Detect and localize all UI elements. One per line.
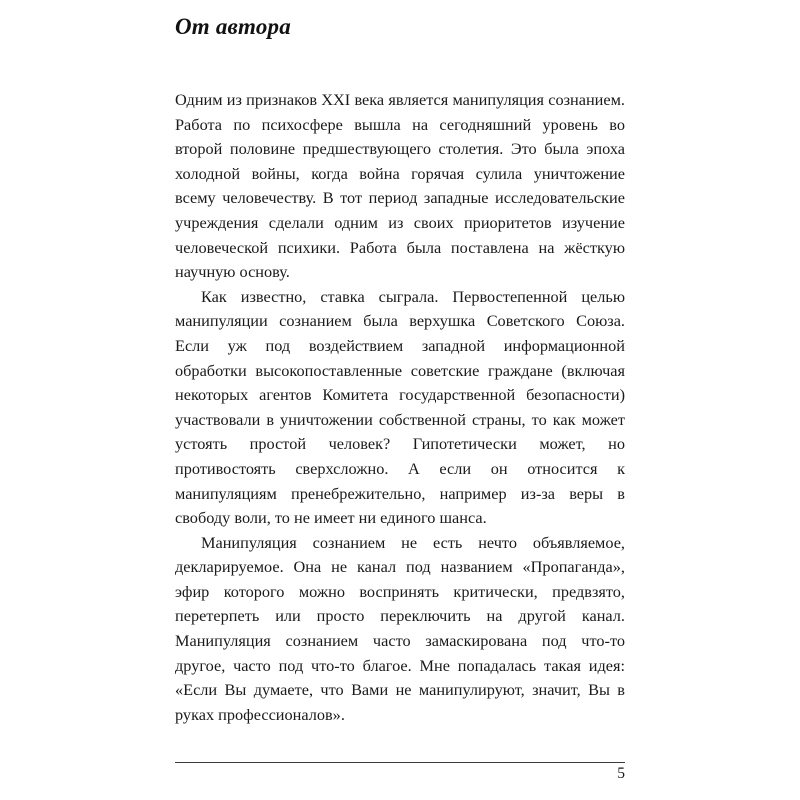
page-title: От автора: [175, 14, 291, 39]
page-footer: [175, 762, 625, 792]
body-text: [175, 88, 625, 727]
paragraph-1: Одним из признаков XXI века является манипуляция сознанием. Работа по психосфере вышла на сегодняшний уровень во второй половине предшествующего столетия. Это была эпоха холодной войны, когда война горячая сулила уничтожение всему человечеству. В тот период западные исследовательские учреждения сделали одним из своих приоритетов изучение человеческой психики. Работа была поставлена на жёсткую научную основу.: [175, 90, 625, 282]
footer-divider: [175, 762, 625, 763]
page-number: 5: [617, 765, 625, 782]
paragraph-2: Как известно, ставка сыграла. Первостепенной целью манипуляции сознанием была верхушка Советского Союза. Если уж под воздействием западной информационной обработки высокопоставленные советские граждане (включая некоторых агентов Комитета государственной безопасности) участвовали в уничтожении собственной страны, то как может устоять простой человек? Гипотетически может, но противостоять сверхсложно. А если он относится к манипуляциям пренебрежительно, например из-за веры в свободу воли, то не имеет ни единого шанса.: [175, 286, 625, 528]
paragraph-3: Манипуляция сознанием не есть нечто объявляемое, декларируемое. Она не канал под названием «Пропаганда», эфир которого можно воспринять критически, предвзято, перетерпеть или просто переключить на другой канал. Манипуляция сознанием часто замаскирована под что-то другое, часто под что-то благое. Мне попадалась такая идея: «Если Вы думаете, что Вами не манипулируют, значит, Вы в руках профессионалов».: [175, 532, 625, 724]
page-content: [175, 0, 625, 800]
